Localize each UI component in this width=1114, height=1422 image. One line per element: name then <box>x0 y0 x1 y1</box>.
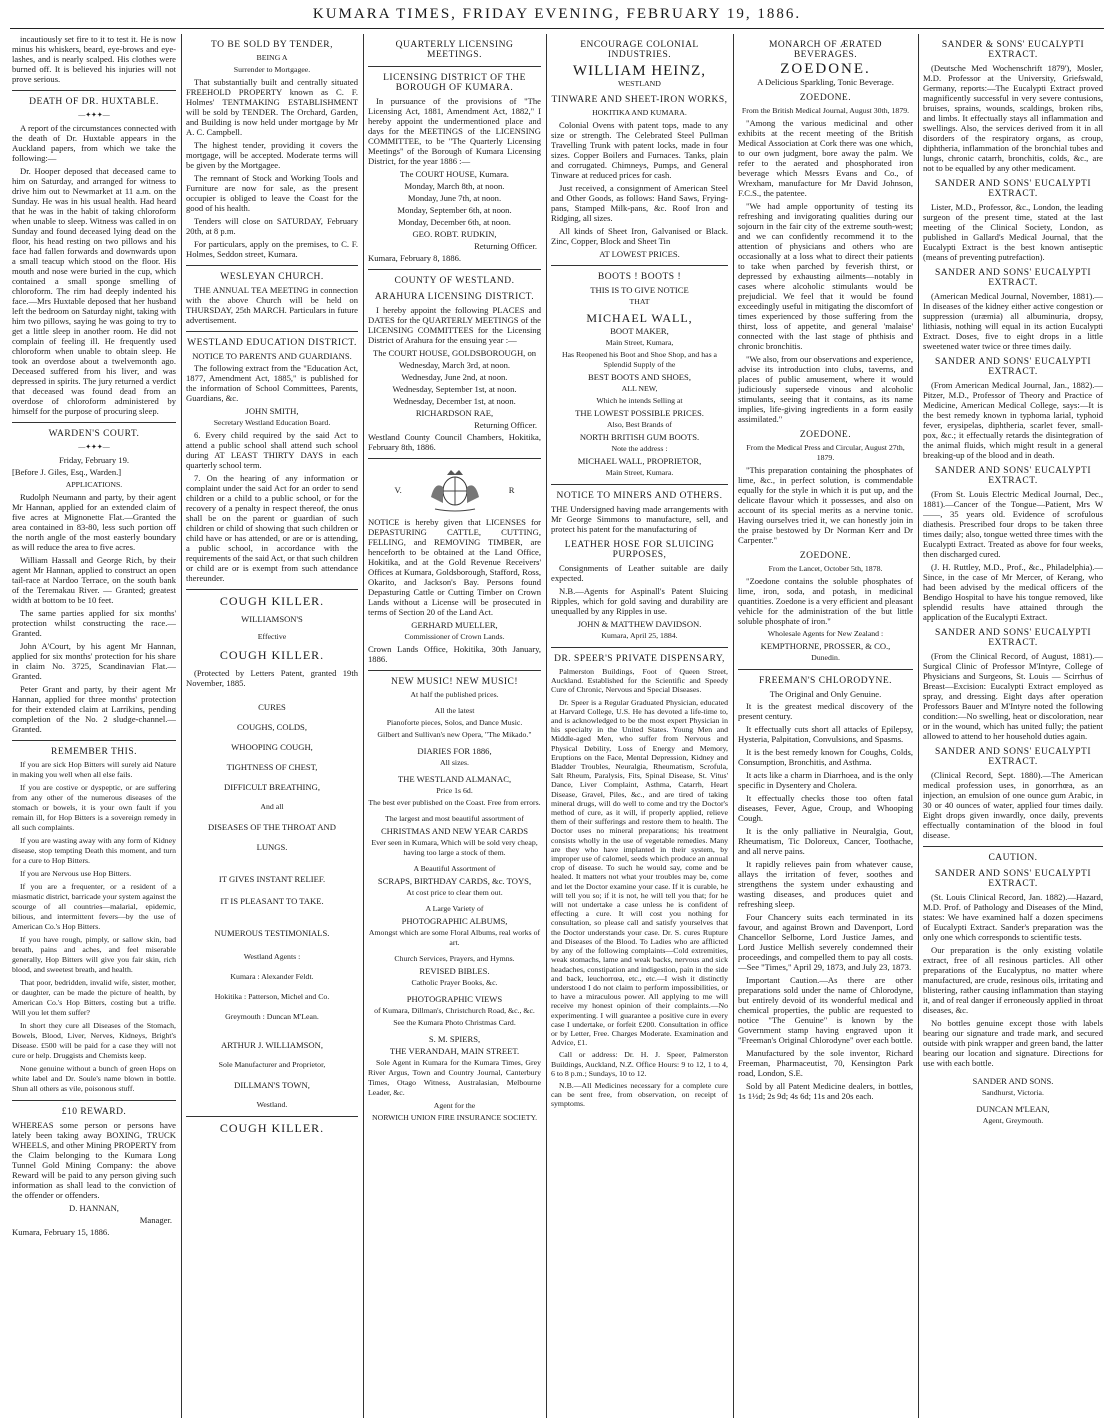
advert-line: Wednesday, December 1st, at noon. <box>393 396 516 406</box>
advert-subheading: ZOEDONE. <box>799 93 852 103</box>
advert-line: Catholic Prayer Books, &c. <box>411 978 498 987</box>
advert-line: DIFFICULT BREATHING, <box>224 782 320 792</box>
advert-line: At half the published prices. <box>410 690 499 699</box>
crest-letter: R <box>508 485 515 495</box>
advert-line: Pianoforte pieces, Solos, and Dance Music. <box>386 718 523 727</box>
article-text: The same parties applied for six months' protection whilst constructing the race.—Granted. <box>12 608 176 638</box>
advert-subheading: SANDER AND SONS' EUCALYPTI EXTRACT. <box>934 179 1091 199</box>
advert-subheading: SANDER AND SONS' EUCALYPTI EXTRACT. <box>934 869 1091 889</box>
advert-heading: WESLEYAN CHURCH. <box>220 272 324 282</box>
advert-line: DILLMAN'S TOWN, <box>234 1080 310 1090</box>
advert-text: No bottles genuine except those with labels bearing our signature and trade mark, and secured outside with pink wrapper and green band, the latter bearing our location and signature. Directions for use with each bottle. <box>923 1018 1103 1068</box>
advert-line: IT GIVES INSTANT RELIEF. <box>218 874 326 884</box>
advert-product: ZOEDONE. <box>780 61 871 77</box>
advert-heading: ENCOURAGE COLONIAL INDUSTRIES. <box>580 40 699 60</box>
advert-date: Kumara, February 15, 1886. <box>12 1227 110 1237</box>
advert-subheading: SANDER AND SONS' EUCALYPTI EXTRACT. <box>934 628 1091 648</box>
advert-heading: REMEMBER THIS. <box>50 747 137 757</box>
advert-line: The best ever published on the Coast. Free from errors. <box>368 798 541 807</box>
column-4 <box>551 34 728 1418</box>
divider <box>12 422 176 423</box>
advert-text: The highest tender, providing it covers the mortgage, will be accepted. Moderate terms will be given by the Mortgagee. <box>186 140 358 170</box>
advert-text: (Deutsche Med Wochenschrift 1879'), Mosler, M.D. Professor at the University, Griefswald, Germany, reports:—The Eucalypti Extract proved magnificently successful in very severe contusions, bruises, sprains, wounds, scaldings, broken ribs, and limbs. It effectually stays all inflammation and swellings. Also, the services derived from it in all disorders of the respiratory organs, as croup, diphtheria, inflammation of the bronchial tubes and lungs, chronic catarrh, bronchitis, colds, &c., are not to be equalled by any other medicament. <box>923 63 1103 173</box>
advert-subheading: Surrender to Mortgagee. <box>233 65 311 74</box>
advert-line: Ever seen in Kumara, Which will be sold very cheap, having too large a stock of them. <box>371 838 538 857</box>
advert-text: The following extract from the "Education Act, 1877, Amendment Act, 1885," is published for the information of School Committees, Parents, Guardians, &c. <box>186 363 358 403</box>
advert-heading: BOOTS ! BOOTS ! <box>597 272 682 282</box>
ornament: —✦✦✦— <box>78 443 110 451</box>
advert-text: In short they cure all Diseases of the Stomach, Bowels, Blood, Liver, Nerves, Kidneys, Bright's Disease. £500 will be paid for a case they will not cure or help. Druggists and Chemists keep. <box>12 1021 176 1060</box>
advert-role: Secretary Westland Education Board. <box>213 418 331 427</box>
advert-line: Westland. <box>256 1100 288 1109</box>
advert-line: Has Reopened his Boot and Shoe Shop, and has a Splendid Supply of the <box>561 350 718 369</box>
crest-letter: V. <box>394 485 402 495</box>
article-heading: DEATH OF DR. HUXTABLE. <box>29 97 159 107</box>
advert-line: All the latest <box>434 706 475 715</box>
column-rule <box>918 34 919 1418</box>
advert-line: Monday, September 6th, at noon. <box>397 205 512 215</box>
advert-line: THIS IS TO GIVE NOTICE <box>590 285 689 295</box>
advert-line: Wednesday, June 2nd, at noon. <box>401 372 508 382</box>
advert-text: Sold by all Patent Medicine dealers, in bottles, 1s 1½d; 2s 9d; 4s 6d; 11s and 20s each. <box>738 1081 913 1101</box>
advert-signature: MICHAEL WALL, PROPRIETOR, <box>577 456 702 466</box>
masthead-rule <box>10 28 1104 29</box>
advert-heading: WESTLAND EDUCATION DISTRICT. <box>187 338 357 348</box>
advert-subheading: BEING A <box>256 53 288 62</box>
advert-line: NORTH BRITISH GUM BOOTS. <box>579 432 700 442</box>
advert-date: Crown Lands Office, Hokitika, 30th January, 1886. <box>368 644 541 664</box>
advert-text: "Zoedone contains the soluble phosphates of lime, iron, soda, and potash, in medicinal quantities. Zoedone is a very efficient and pleasant vehicle for the administration of the but little soluble phosphate of iron." <box>738 576 913 626</box>
advert-line: Church Services, Prayers, and Hymns. <box>394 954 515 963</box>
advert-line: The COURT HOUSE, Kumara. <box>400 169 509 179</box>
advert-heading: SANDER & SONS' EUCALYPTI EXTRACT. <box>941 40 1085 60</box>
advert-text: The remnant of Stock and Working Tools and Furniture are now for sale, as the present occupier is obliged to leave the Coast for the good of his health. <box>186 173 358 213</box>
advert-line: The COURT HOUSE, GOLDSBOROUGH, on <box>372 348 537 358</box>
advert-text: It acts like a charm in Diarrhoea, and is the only specific in Dysentery and Cholera. <box>738 770 913 790</box>
advert-text: It is the greatest medical discovery of the present century. <box>738 701 913 721</box>
advert-heading: LICENSING DISTRICT OF THE BOROUGH OF KUMARA. <box>383 73 526 93</box>
advert-text: That substantially built and centrally situated FREEHOLD PROPERTY known as C. F. Holmes' TENTMAKING ESTABLISHMENT will be sold by TENDER. The Orchard, Garden, and Building is now held under mortgage by Mr A. C. Campbell. <box>186 77 358 137</box>
divider <box>923 846 1103 847</box>
divider <box>368 458 541 459</box>
divider <box>368 66 541 67</box>
article-text: Peter Grant and party, by their agent Mr Hannan, applied for three months' protection for their extended claim at Larrikins, pending completion of the No. 2 sludge-channel.—Granted. <box>12 684 176 734</box>
advert-text: If you are Nervous use Hop Bitters. <box>20 869 132 878</box>
advert-text: (Clinical Record, Sept. 1880).—The American medical profession uses, in gonorrhœa, as an injection, an emulsion of one ounce gum Arabic, in 30 or 40 ounces of water, applied four times daily. Eight drops given inwardly, once daily, prevents effectually contamination of the blood in foul disease. <box>923 770 1103 840</box>
advert-line: NUMEROUS TESTIMONIALS. <box>214 928 330 938</box>
advert-line: PHOTOGRAPHIC ALBUMS, <box>401 916 508 926</box>
column-rule <box>363 34 364 1418</box>
advert-line: The largest and most beautiful assortment of <box>385 814 524 823</box>
advert-role: Returning Officer. <box>474 420 537 430</box>
advert-text: If you have rough, pimply, or sallow skin, bad breath, pains and aches, and feel miserable generally, Hop Bitters will give you fair skin, rich blood, and sweetest breath, and health. <box>12 935 176 974</box>
advert-line: A Beautiful Assortment of <box>413 864 496 873</box>
advert-line: PHOTOGRAPHIC VIEWS <box>406 994 503 1004</box>
advert-line: SCRAPS, BIRTHDAY CARDS, &c. TOYS, <box>377 876 532 886</box>
advert-line: Which he intends Selling at <box>596 396 683 405</box>
advert-line: Main Street, Kumara. <box>605 468 674 477</box>
advert-line: Amongst which are some Floral Albums, real works of art. <box>368 928 541 947</box>
advert-line: REVISED BIBLES. <box>419 966 490 976</box>
column-rule <box>181 34 182 1418</box>
advert-text: None genuine without a bunch of green Hops on white label and Dr. Soule's name blown in bottle. Shun all others as vile, poisonous stuff. <box>12 1064 176 1093</box>
advert-line: Main Street, Kumara, <box>605 338 674 347</box>
divider <box>738 669 913 670</box>
advert-line: Sandhurst, Victoria. <box>982 1088 1044 1097</box>
advert-text: Our preparation is the only existing volatile extract, free of all resinous particles. All other preparations of the Eucalyptus, no matter where manufactured, are crude, resinous oils, irritating and blistering, rather causing inflammation than staying it, and of real danger if erroneously applied in throat diseases, &c. <box>923 945 1103 1015</box>
subheading: APPLICATIONS. <box>65 480 123 489</box>
advert-text: 6. Every child required by the said Act to attend a public school shall attend such school during AT LEAST THIRTY DAYS in each quarterly school term. <box>186 430 358 470</box>
ornament: —✦✦✦— <box>78 111 110 119</box>
divider <box>368 269 541 270</box>
advert-text: (J. H. Ruttley, M.D., Prof., &c., Philadelphia).—Since, in the case of Mr Mercer, of Kerang, who had been advised by the medical officers of the Bendigo Hospital to have his tongue removed, like splendid results have attained through the application of the Eucalypti Extract. <box>923 562 1103 622</box>
advert-line: BOOT MAKER, <box>610 326 669 336</box>
advert-line: Kumara : Alexander Feldt. <box>230 972 314 981</box>
advert-line: At cost price to clear them out. <box>406 888 503 897</box>
column-rule <box>546 34 547 1418</box>
advert-text: "We had ample opportunity of testing its refreshing and invigorating qualities during our sojourn in the fair city of the extreme south-west; and we can confidently recommend it to the attention of physicians and others who are occasionally at a loss what to direct their patients to take when parched by feverish thirst, or depressed by exhausting ailments—notably in cases where alcoholic stimulants would be prejudicial. We feel that it would be found exceedingly useful in mitigating the discomfort of times experienced by those suffering from the thirst, loss of appetite, and general 'malaise' connected with the last stage of phthisis and chronic bronchitis. <box>738 201 913 351</box>
advert-line: Wednesday, September 1st, at noon. <box>392 384 517 394</box>
advert-text: (American Medical Journal, November, 1881).—In diseases of the kidney either active congestion or suppression (uræmia) all albuminuria, dropsy, lithiasis, nothing will equal in its action Eucalypti Extract. Doses, five to eight drops in a little sweetened water twice or three times daily. <box>923 291 1103 351</box>
advert-heading: TO BE SOLD BY TENDER, <box>211 40 333 50</box>
advert-heading: CAUTION. <box>988 853 1038 863</box>
advert-line: AT LOWEST PRICES. <box>599 249 680 259</box>
advert-text: Consignments of Leather suitable are daily expected. <box>551 563 728 583</box>
advert-line: See the Kumara Photo Christmas Card. <box>393 1018 516 1027</box>
advert-text: "Among the various medicinal and other exhibits at the recent meeting of the British Medical Association at Cork there was one which, to our own judgment, bore away the palm. We refer to the aerated and phosphorated iron beverage which Messrs Evans and Co., of Wrexham, manufacture for Mr David Johnson, F.C.S., the patentee. <box>738 118 913 198</box>
advert-subheading: SANDER AND SONS' EUCALYPTI EXTRACT. <box>934 747 1091 767</box>
advert-subheading: SANDER AND SONS' EUCALYPTI EXTRACT. <box>934 357 1091 377</box>
advert-subheading: SANDER AND SONS' EUCALYPTI EXTRACT. <box>934 268 1091 288</box>
advert-signature: KEMPTHORNE, PROSSER, & CO., <box>760 641 891 651</box>
article-text: [Before J. Giles, Esq., Warden.] <box>12 467 122 477</box>
advert-text: (St. Louis Clinical Record, Jan. 1882).—Hazard, M.D. Prof. of Pathology and Diseases of the Mind, states: We have examined half a dozen specimens of Eucalypti Extract. Sander's preparation was the only one which corresponds to scientific tests. <box>923 892 1103 942</box>
advert-text: (From American Medical Journal, Jan., 1882).—Pitzer, M.D., Professor of Theory and Practice of Medicine, American Medical College, says:—It is the best remedy known in typhoma larial, typhoid fever, erysipelas, diphtheria, scarlet fever, small-pox, &c.; it effectually retards the disintegration of the animal fluids, which might result in a general breaking-up of the blood and in death. <box>923 380 1103 460</box>
advert-role: Commissioner of Crown Lands. <box>404 632 505 641</box>
advert-text: N.B.—All Medicines necessary for a complete cure can be sent free, from observation, on receipt of symptoms. <box>551 1080 728 1109</box>
advert-line: WESTLAND <box>618 79 661 88</box>
column-6 <box>923 34 1103 1418</box>
advert-line: Hokitika : Patterson, Michel and Co. <box>214 992 330 1001</box>
divider <box>12 740 176 741</box>
article-date: Friday, February 19. <box>58 455 130 465</box>
advert-line: Agent for the <box>433 1101 476 1110</box>
advert-text: THE ANNUAL TEA MEETING in connection with the above Church will be held on THURSDAY, 25th MARCH. Particulars in future advertisement. <box>186 285 358 325</box>
advert-heading: COUGH KILLER. <box>219 1121 325 1135</box>
advert-line: Note the address : <box>611 444 668 453</box>
advert-text: If you are sick Hop Bitters will surely aid Nature in making you well when all else fails. <box>12 760 176 779</box>
advert-source: From the British Medical Journal, August 30th, 1879. <box>741 106 910 115</box>
divider <box>186 265 358 266</box>
advert-date: Kumara, February 8, 1886. <box>368 253 462 263</box>
advert-text: "This preparation containing the phosphates of lime, &c., in perfect solution, is commendable equally for the style in which it is put up, and the delicate flavour which it possesses, and also on account of its special merits as a nervine tonic. Having ourselves tried it, we can honestly join in the praise bestowed by Dr Norman Kerr and Dr Carpenter." <box>738 465 913 545</box>
advert-line: TIGHTNESS OF CHEST, <box>226 762 318 772</box>
advert-line: ALL NEW, <box>621 384 658 393</box>
column-1 <box>12 34 176 1418</box>
advert-line: WHOOPING COUGH, <box>231 742 313 752</box>
advert-heading: QUARTERLY LICENSING MEETINGS. <box>395 40 514 60</box>
advert-text: Sole Agent in Kumara for the Kumara Times, Grey River Argus, Town and Country Journal, Canterbury Times, Otago Witness, Australasian, Melbourne Leader, &c. <box>368 1058 541 1097</box>
advert-role: Manager. <box>139 1215 172 1225</box>
advert-line: THE WESTLAND ALMANAC, <box>397 774 512 784</box>
advert-signature: JOHN SMITH, <box>245 406 299 416</box>
article-text: John A'Court, by his agent Mr Hannan, applied for six months' protection for his share in claim No. 3725, Scandinavian Flat.—Granted. <box>12 641 176 681</box>
divider <box>551 484 728 485</box>
advert-signature: JOHN & MATTHEW DAVIDSON. <box>577 619 702 629</box>
column-5 <box>738 34 913 1418</box>
advert-text: Dr. Speer is a Regular Graduated Physician, educated at Harvard College, U.S. He has devoted a life-time to, and is acknowledged to be the most expert Physician in his specialty in the United States. Young Men and Middle-aged Men, who suffer from Nervous and Physical Debility, Loss of Energy and Memory, Eruptions on the Face, Mental Depression, Kidney and Bladder Troubles, Neuralgia, Rheumatism, Scrofula, Salt Rheum, Paralysis, Fits, Spinal Disease, St. Vitus' Dance, Liver Complaint, Asthma, Catarrh, Heart Disease, Gravel, Piles, &c., and are tired of taking mineral drugs, will do well to come and try the Doctor's method of cure, as it will, if properly applied, relieve them of their sufferings and restore them to health. The Doctor uses no mineral preparations; his treatment consists wholly in the use of vegetable remedies. Many are they who have implanted in their system, by improper use of calomel, seeds which produce an annual crop of disease. To such he would say, come and be healed. It matters not what your troubles may be, come and let the Doctor examine your case. If it is curable, he will tell you so; if it is not, he will tell you that; for he will not undertake a case unless he is confident of effecting a cure. It will cost you nothing for consultation, so please call and satisfy yourselves that the Doctor understands your case. Dr. S. cures Rupture and Diseases of the Blood. To Ladies who are afflicted by any of the following complaints—Cold extremities, weak stomachs, lame and weak backs, nervous and sick headaches, constipation and indigestion, pain in the side and back, leuchorrœa, etc., etc.—I wish it distinctly understood I do not claim to perform impossibilities, or to have a miraculous power. All applying to me will receive my honest opinion of their complaints.—No experimenting. I will guarantee a positive cure in every case I undertake, or forfeit £200. Consultation in office or by Letter, Free. Charges Moderate. Examination and Advice, £1. <box>551 697 728 1048</box>
advert-text: Palmerston Buildings, Foot of Queen Street, Auckland. Established for the Scientific and Speedy Cure of Chronic, Nervous and Special Diseases. <box>551 667 728 695</box>
advert-text: (From the Clinical Record, of August, 1881).—Surgical Clinic of Professor M'Intyre, College of Physicians and Surgeons, St. Louis — Scirrhus of Breast—Excision: Eucalypti Extract employed as spray, and dressing. Eight days after operation Professors Bauer and M'Intyre noted the following condition:—No swelling, heat or discoloration, near or in the wound, which has united fully; the patient allowed to attend to her household duties again. <box>923 651 1103 741</box>
advert-text: Four Chancery suits each terminated in its favour, and against Brown and Davenport, Lord Chancellor Selborne, Lord Justice James, and Lord Justice Mellish severely condemned their proceedings, and compelled them to pay all costs.—See "Times," April 29, 1873, and July 23, 1873. <box>738 912 913 972</box>
advert-line: DIARIES FOR 1886, <box>417 746 492 756</box>
advert-line: CHRISTMAS AND NEW YEAR CARDS <box>380 826 529 836</box>
advert-line: And all <box>260 802 284 811</box>
advert-name: WILLIAM HEINZ, <box>572 63 707 79</box>
divider <box>12 1100 176 1101</box>
advert-text: It effectually cuts short all attacks of Epilepsy, Hysteria, Palpitation, Convulsions, and Spasms. <box>738 724 913 744</box>
advert-text: WHEREAS some person or persons have lately been taking away BOXING, TRUCK WHEELS, and other Mining PROPERTY from the Claim belonging to the Kumara Long Tunnel Gold Mining Company: the above Reward will be paid to any person giving such information as shall lead to the conviction of the offender or offenders. <box>12 1120 176 1200</box>
advert-line: Greymouth : Duncan M'Lean. <box>225 1012 319 1021</box>
advert-line: of Kumara, Dillman's, Christchurch Road, &c., &c. <box>374 1006 535 1015</box>
advert-heading: NEW MUSIC! NEW MUSIC! <box>390 677 519 687</box>
advert-text: Tenders will close on SATURDAY, February 20th, at 8 p.m. <box>186 216 358 236</box>
advert-line: Gilbert and Sullivan's new Opera, "The Mikado." <box>377 730 532 739</box>
advert-text: NOTICE is hereby given that LICENSES for DEPASTURING CATTLE, CUTTING, FELLING, and REMOVING TIMBER, are henceforth to be obtained at the Land Office, Hokitika, and at the Gold Revenue Receivers' Offices at Kumara, Goldsborough, Stafford, Ross, Okarito, and Jackson's Bay. Persons found Depasturing Cattle or Cutting Timber on Crown Lands without a License will be prosecuted in terms of Section 20 of the Land Act. <box>368 517 541 617</box>
advert-role: Returning Officer. <box>474 241 537 251</box>
article-text: incautiously set fire to it to test it. He is now minus his whiskers, beard, eye-brows and eye-lashes, and is nearly scalped. His clothes were burned off. It is believed his injuries will not prove serious. <box>12 34 176 84</box>
divider <box>186 331 358 332</box>
article-heading: WARDEN'S COURT. <box>48 429 140 439</box>
advert-text: If you are costive or dyspeptic, or are suffering from any other of the numerous diseases of the stomach or bowels, it is your own fault if you remain ill, for Hop Bitters is a sovereign remedy in all such complaints. <box>12 783 176 832</box>
divider <box>186 1116 358 1117</box>
advert-heading: FREEMAN'S CHLORODYNE. <box>758 676 893 686</box>
advert-line: Effective <box>257 632 287 641</box>
advert-line: Monday, March 8th, at noon. <box>404 181 505 191</box>
advert-role: Sole Manufacturer and Proprietor, <box>218 1060 326 1069</box>
advert-line: Also, Best Brands of <box>607 420 672 429</box>
divider <box>368 670 541 671</box>
advert-line: LEATHER HOSE FOR SLUICING PURPOSES, <box>564 540 715 560</box>
advert-text: For particulars, apply on the premises, to C. F. Holmes, Seddon street, Kumara. <box>186 239 358 259</box>
divider <box>186 589 358 590</box>
advert-text: (Protected by Letters Patent, granted 19th November, 1885. <box>186 668 358 688</box>
advert-text: Just received, a consignment of American Steel and Other Goods, as follows: Hand Saws, Frying-pans, Stamped Milk-pans, &c. Roof Iron and Ridging, all sizes. <box>551 183 728 223</box>
divider <box>12 90 176 91</box>
advert-subheading: NOTICE TO PARENTS AND GUARDIANS. <box>192 351 352 361</box>
advert-line: COUGHS, COLDS, <box>237 722 307 732</box>
article-text: Dr. Hooper deposed that deceased came to him on Saturday, and arranged for witness to drive him out to Newmarket at 11 a.m. on the Sunday. He was in his usual health. Had heard that he was in the habit of taking chloroform when unable to sleep. Witness was called in on Sunday and found deceased lying dead on the floor, his head resting on two pillows and his face had fallen forwards and downwards upon a small teacup which stood on the floor. His mouth and nose were buried in the cup, which contained a small sponge smelling of chloroform. The rim had deeply indented his face.—Mrs Huxtable deposed that her husband left the bedroom on Saturday night, taking with him two pillows, saying he was going to try to get a little sleep in another room. He did not complain of feeling ill. He frequently used chloroform when unable to obtain sleep. He took an overdose about a twelvemonth ago. Deceased suffered from his liver, and was depressed in spirits. The jury returned a verdict that deceased was found dead from an overdose of chloroform administered by himself for the purpose of procuring sleep. <box>12 166 176 416</box>
advert-text: 7. On the hearing of any information or complaint under the said Act for an order to send children or a child to a public school, or for the recovery of a penalty in respect thereof, the onus shall be on the parent or guardian of such children or child of showing that such children or child have or has attended, or are or is attending, a public school, in accordance with the requirements of the said Act, or that such children or child are or is exempt from such attendance thereunder. <box>186 473 358 583</box>
advert-signature: RICHARDSON RAE, <box>415 408 494 418</box>
advert-signature: D. HANNAN, <box>69 1203 119 1213</box>
advert-heading: COUNTY OF WESTLAND. <box>394 276 515 286</box>
advert-line: Monday, December 6th, at noon. <box>398 217 511 227</box>
advert-signature: GERHARD MUELLER, <box>411 620 498 630</box>
advert-line: CURES <box>258 702 286 712</box>
advert-line: A Large Variety of <box>425 904 484 913</box>
divider <box>551 647 728 648</box>
advert-source: From the Lancet, October 5th, 1878. <box>768 564 883 573</box>
advert-text: "We also, from our observations and experience, advise its introduction into clubs, taverns, and places of public amusement, where it would judiciously supersede vinous and alcoholic stimulants, seeing that it contains, as its name implies, life-giving ingredients in a form easily assimilated." <box>738 354 913 424</box>
advert-signature: S. M. SPIERS, <box>428 1034 481 1044</box>
advert-text: (From St. Louis Electric Medical Journal, Dec., 1881).—Cancer of the Tongue—Patient, Mrs W——, 35 years old. Evidence of scrofulous diathesis. Prescribed four drops to be taken three times daily; also, tongue wetted three times with the Eucalypti Extract. Treated as above for four weeks, then discharged cured. <box>923 489 1103 559</box>
masthead: KUMARA TIMES, FRIDAY EVENING, FEBRUARY 19, 1886. <box>312 6 802 22</box>
advert-source: From the Medical Press and Circular, August 27th, 1879. <box>746 443 905 462</box>
advert-product: COUGH KILLER. <box>219 648 325 662</box>
advert-line: THE LOWEST POSSIBLE PRICES. <box>575 408 704 418</box>
advert-maker: WILLIAMSON'S <box>241 614 303 624</box>
advert-text: Important Caution.—As there are other preparations sold under the name of Chlorodyne, but entirely devoid of its wonderful medical and chemical properties, the public are requested to notice "The Genuine" is known by the Government stamp having engraved upon it "Freeman's Original Chlorodyne" over each bottle. <box>738 975 913 1045</box>
advert-text: All kinds of Sheet Iron, Galvanised or Black. Zinc, Copper, Block and Sheet Tin <box>551 226 728 246</box>
advert-line: All sizes. <box>439 758 470 767</box>
column-2 <box>186 34 358 1418</box>
column-3 <box>368 34 541 1418</box>
advert-subheading: ZOEDONE. <box>799 430 852 440</box>
advert-signature: ARTHUR J. WILLIAMSON, <box>221 1040 323 1050</box>
advert-heading: NOTICE TO MINERS AND OTHERS. <box>556 491 723 501</box>
advert-subheading: ZOEDONE. <box>799 551 852 561</box>
advert-line: LUNGS. <box>256 842 288 852</box>
advert-line: TINWARE AND SHEET-IRON WORKS, <box>551 95 728 105</box>
advert-line: Monday, June 7th, at noon. <box>407 193 502 203</box>
divider <box>551 265 728 266</box>
advert-text: If you are a frequenter, or a resident of a miasmatic district, barricade your system against the scourge of all countries—malarial, epidemic, bilious, and intermittent fevers—by the use of American Co.'s Hop Bitters. <box>12 882 176 931</box>
advert-heading: COUGH KILLER. <box>219 594 325 608</box>
advert-text: In pursuance of the provisions of "The Licensing Act, 1881, Amendment Act, 1882," I hereby appoint the undermentioned place and days for the MEETINGS of the LICENSING COMMITTEE, to be "The Quarterly Licensing Meetings" of the Borough of Kumara Licensing District, for the year 1886 :— <box>368 96 541 166</box>
advert-text: It rapidly relieves pain from whatever cause, allays the irritation of fever, soothes and strengthens the system under exhausting and wasting diseases, and produces quiet and refreshing sleep. <box>738 859 913 909</box>
advert-signature: GEO. ROBT. RUDKIN, <box>412 229 497 239</box>
advert-text: It is the best remedy known for Coughs, Colds, Consumption, Bronchitis, and Asthma. <box>738 747 913 767</box>
advert-heading: MONARCH OF ÆRATED BEVERAGES. <box>768 40 882 60</box>
advert-name: MICHAEL WALL, <box>586 311 693 325</box>
advert-line: Wednesday, March 3rd, at noon. <box>398 360 511 370</box>
royal-crest <box>395 465 515 515</box>
advert-line: Westland Agents : <box>243 952 301 961</box>
advert-line: THAT <box>629 297 650 306</box>
royal-crest-icon <box>425 467 485 513</box>
advert-signature: DUNCAN M'LEAN, <box>976 1104 1050 1114</box>
advert-line: BEST BOOTS AND SHOES, <box>588 372 691 382</box>
advert-line: Wholesale Agents for New Zealand : <box>767 629 884 638</box>
advert-line: Price 1s 6d. <box>436 786 473 795</box>
advert-text: THE Undersigned having made arrangements with Mr George Simmons to manufacture, sell, and protect his patent for the manufacturing of <box>551 504 728 534</box>
advert-line: A Delicious Sparkling, Tonic Beverage. <box>757 77 894 87</box>
advert-text: If you are wasting away with any form of Kidney disease, stop tempting Death this moment, and turn for a cure to Hop Bitters. <box>12 836 176 865</box>
advert-line: HOKITIKA AND KUMARA. <box>592 108 687 117</box>
advert-text: That poor, bedridden, invalid wife, sister, mother, or daughter, can be made the picture of health, by American Co.'s Hop Bitters, costing but a trifle. Will you let them suffer? <box>12 978 176 1017</box>
article-text: A report of the circumstances connected with the death of Dr. Huxtable appears in the Auckland papers, from which we take the following:— <box>12 123 176 163</box>
article-text: William Hassall and George Rich, by their agent Mr Hannan, applied to construct an open tail-race at Nardoo Terrace, on the south bank of the Teremakau River. — Granted; greatest width at bottom to be 10 feet. <box>12 555 176 605</box>
advert-heading: DR. SPEER'S PRIVATE DISPENSARY, <box>554 654 725 664</box>
advert-heading: ARAHURA LICENSING DISTRICT. <box>374 292 535 302</box>
advert-text: Manufactured by the sole inventor, Richard Freeman, Pharmaceutist, 70, Kensington Park road, London, S.E. <box>738 1048 913 1078</box>
advert-date: Westland County Council Chambers, Hokitika, February 8th, 1886. <box>368 432 541 452</box>
advert-line: THE VERANDAH, MAIN STREET. <box>389 1046 520 1056</box>
advert-signature: SANDER AND SONS. <box>972 1076 1054 1086</box>
advert-text: I hereby appoint the following PLACES and DATES for the QUARTERLY MEETINGS of the LICENSING COMMITTEES for the Licensing District of Arahura for the ensuing year :— <box>368 305 541 345</box>
advert-text: Lister, M.D., Professor, &c., London, the leading surgeon of the present time, stated at the last meeting of the Clinical Society, London, as published in Gallard's Medical Journal, that the Eucalypti Extract is the best known antiseptic (means of preventing putrefaction). <box>923 202 1103 262</box>
advert-line: DISEASES OF THE THROAT AND <box>208 822 336 832</box>
advert-role: Agent, Greymouth. <box>982 1116 1044 1125</box>
advert-line: NORWICH UNION FIRE INSURANCE SOCIETY. <box>371 1113 538 1122</box>
advert-heading: £10 REWARD. <box>61 1107 127 1117</box>
article-text: Rudolph Neumann and party, by their agent Mr Hannan, applied for an extended claim of five acres at Mignonette Flat.—Granted the area contained in 83-80, less such portion off the north angle of the most easterly boundary as will reduce the area to five acres. <box>12 492 176 552</box>
advert-text: It effectually checks those too often fatal diseases, Fever, Ague, Croup, and Whooping Cough. <box>738 793 913 823</box>
advert-line: IT IS PLEASANT TO TAKE. <box>220 896 324 906</box>
advert-subheading: SANDER AND SONS' EUCALYPTI EXTRACT. <box>934 466 1091 486</box>
advert-text: N.B.—Agents for Aspinall's Patent Sluicing Ripples, which for gold saving and durability are unequalled by any Ripples in use. <box>551 586 728 616</box>
column-rule <box>733 34 734 1418</box>
advert-text: Call or address: Dr. H. J. Speer, Palmerston Buildings, Auckland, N.Z. Office Hours: 9 to 12, 1 to 4, 6 to 8 p.m.; Sundays, 10 to 12. <box>551 1050 728 1078</box>
advert-line: The Original and Only Genuine. <box>769 689 882 699</box>
advert-text: Colonial Ovens with patent tops, made to any size or strength. The Celebrated Steel Pullman Travelling Trunk with patent locks, made in four sizes. Copper Boilers and Furnaces. Tanks, plain and corrugated. Chimneys, Pumps, and General Tinware at reduced prices for cash. <box>551 120 728 180</box>
advert-date: Kumara, April 25, 1884. <box>601 631 678 640</box>
advert-line: Dunedin. <box>811 653 840 662</box>
advert-text: It is the only palliative in Neuralgia, Gout, Rheumatism, Tic Doloreux, Cancer, Toothache, and all nerve pains. <box>738 826 913 856</box>
